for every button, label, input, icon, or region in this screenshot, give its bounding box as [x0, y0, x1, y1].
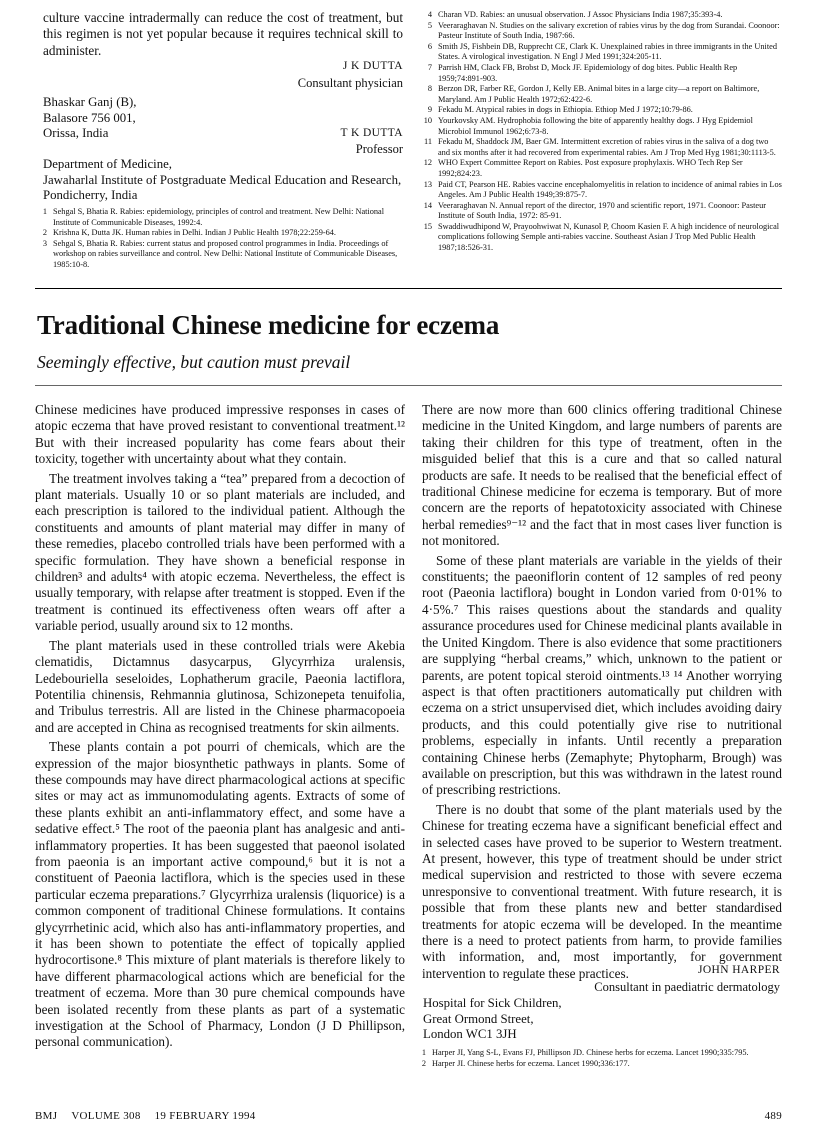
reference-item: 1 Sehgal S, Bhatia R. Rabies: epidemiology, principles of control and treatment. New Delhi: National Institute of Communicable Diseases, 1992:4. [42, 207, 385, 227]
reference-item: 3 Sehgal S, Bhatia R. Rabies: current status and proposed control programmes in India. Proceedings of workshop on rabies surveillance and control. New Delhi: National Institute of Communicable Diseases, 1985:10-8. [42, 238, 398, 269]
heading-divider [35, 385, 782, 386]
article-title: Traditional Chinese medicine for eczema [37, 310, 500, 340]
letter-continuation [43, 10, 403, 59]
paragraph: There are now more than 600 clinics offering traditional Chinese medicine in the United Kingdom, and large numbers of parents are taking their children for this type of treatment, often in the misguided belief that this is a cure and that so called natural products are safe. It needs to be realised that the beneficial effect of traditional Chinese medicine for eczema is temporary. But of more concern are the reports of hepatotoxicity associated with Chinese herbal remedies⁹⁻¹² and the fact that in most cases liver function is not monitored. [422, 402, 782, 549]
reference-item: 4 Charan VD. Rabies: an unusual observation. J Assoc Physicians India 1987;35:393-4. [427, 10, 723, 19]
article-right-column [422, 402, 782, 982]
reference-item: 2 Harper JI. Chinese herbs for eczema. Lancet 1990;336:177. [421, 1058, 630, 1068]
reference-item: 15 Swaddiwudhipond W, Prayoohwiwat N, Kunasol P, Choom Kasien F. A high incidence of neurological complications following Semple anti-rabies vaccine. Southeast Asian J Trop Med Public Health 1987;18:526-31. [423, 221, 780, 253]
letter-author-1: J K DUTTA [342, 60, 403, 72]
reference-item: 5 Veeraraghavan N. Studies on the salivary excretion of rabies virus by the dog from Surandai. Coonoor: Pasteur Institute of South India, 1987:66. [427, 20, 780, 41]
article-author: JOHN HARPER [697, 964, 780, 976]
reference-item: 13 Paid CT, Pearson HE. Rabies vaccine encephalomyelitis in relation to incidence of animal rabies in Los Angeles. Am J Public Health 1949;39:875-7. [423, 179, 782, 200]
journal-volume: VOLUME 308 [71, 1110, 141, 1122]
letter-references-right [420, 10, 782, 254]
article-author-title: Consultant in paediatric dermatology [594, 980, 780, 994]
letter-address-2: Department of Medicine, Jawaharlal Institute of Postgraduate Medical Education and Research, Pondicherry, India [43, 157, 402, 202]
article-subtitle: Seemingly effective, but caution must prevail [37, 352, 351, 372]
reference-item: 12 WHO Expert Committee Report on Rabies. Post exposure prophylaxis. WHO Tech Rep Ser 1992;824:23. [423, 158, 743, 178]
reference-item: 9 Fekadu M. Atypical rabies in dogs in Ethiopia. Ethiop Med J 1972;10:79-86. [427, 105, 693, 115]
reference-item: 2 Krishna K, Dutta JK. Human rabies in Delhi. Indian J Public Health 1978;22:259-64. [42, 228, 336, 238]
paragraph: Some of these plant materials are variable in the yields of their constituents; the paeoniflorin content of 12 samples of red peony root (Paeonia lactiflora) bought in London varied from 0·01% to 4·5%.⁷ This raises questions about the standards and quality assurance procedures used for Chinese medicinal plants available in the United Kingdom. There is also evidence that some practitioners are supplying “herbal creams,” which, unknown to the patient or parents, are potent topical steroid ointments.¹³ ¹⁴ Another worrying aspect is that often practitioners automatically put children with eczema on a strict unsupervised diet, which includes avoiding dairy products, and this could potentially give rise to nutritional problems, especially in infants. Until recently a preparation containing Chinese herbs (Zemaphyte; Phytopharm, Brough) was available on prescription, but this was withdrawn in the latest round of prescribing restrictions. [422, 552, 782, 798]
paragraph: The plant materials used in these controlled trials were Akebia clematidis, Dictamnus dasycarpus, Glycyrrhiza uralensis, Ledebouriella seseloides, Lophatherum gracile, Paeonia lactiflora, Potentilia chinensis, Rehmannia glutinosa, Schizonepeta tenuifolia, and Tribulus terrestris. All are listed in the Chinese pharmacopoeia and are accepted in China as recognised treatments for skin ailments. [35, 637, 405, 735]
paragraph: The treatment involves taking a “tea” prepared from a decoction of plant materials. Usually 10 or so plant materials are included, and each prescription is tailored to the individual patient. Although the constituents and amounts of plant material may differ in many of these remedies, placebo controlled trials have been performed with a specific formulation. They have shown a beneficial response in children³ and adults⁴ with atopic eczema. Nevertheless, the effect is usually temporary, with relapse after treatment is stopped. Even if the treatment is continued its effectiveness often wears off after a variable period, usually around six to 12 months. [35, 470, 405, 634]
issue-date: 19 FEBRUARY 1994 [154, 1110, 256, 1122]
letter-references-left [35, 207, 405, 271]
letter-author-2: T K DUTTA [340, 127, 403, 139]
article-left-column [35, 402, 405, 1051]
reference-item: 11 Fekadu M, Shaddock JM, Baer GM. Intermittent excretion of rabies virus in the saliva of a dog two and six months after it had recovered from experimental rabies. Am J Trop Med Hyg 1981;30:1113-5. [424, 137, 776, 157]
journal-name: BMJ [35, 1110, 58, 1122]
article-references [414, 1048, 782, 1069]
letter-text: culture vaccine intradermally can reduce the cost of treatment, but this regimen is not yet popular because it requires technical skill to administer. [43, 10, 403, 58]
reference-item: 10 Yourkovsky AM. Hydrophobia following the bite of apparently healthy dogs. J Hyg Epidemiol Microbiol Immunol 1962;6:73-8. [423, 115, 753, 136]
reference-item: 7 Parrish HM, Clack FB, Brobst D, Mock JF. Epidemiology of dog bites. Public Health Rep 1959;74:891-903. [427, 62, 738, 83]
reference-item: 8 Berzon DR, Farber RE, Gordon J, Kelly EB. Animal bites in a large city—a report on Baltimore, Maryland. Am J Public Health 1972;62:422-6. [427, 84, 760, 104]
section-divider [35, 288, 782, 289]
paragraph: There is no doubt that some of the plant materials used by the Chinese for treating eczema have a significant beneficial effect and in selected cases have proved to be superior to Western treatment. At present, however, this type of treatment should be under strict medical supervision and restricted to those with severe eczema unresponsive to conventional treatment. With future research, it is possible that from these plants new and better standardised treatments for atopic eczema will be developed. In the meantime there is a need to protect patients from harm, to provide families with information, and, most importantly, for government intervention to regulate these practices. [422, 801, 782, 981]
paragraph: Chinese medicines have produced impressive responses in cases of atopic eczema that have proved resistant to conventional treatment.¹² But with their increased popularity has come fears about their toxicity, together with uncertainty about what they contain. [35, 402, 405, 467]
page-footer [35, 1110, 270, 1122]
reference-item: 1 Harper JI, Yang S-L, Evans FJ, Phillipson JD. Chinese herbs for eczema. Lancet 1990;335:795. [421, 1048, 749, 1057]
letter-author-1-title: Consultant physician [297, 76, 403, 90]
reference-item: 14 Veeraraghavan N. Annual report of the director, 1970 and scientific report, 1971. Coonoor: Pasteur Institute of South India, 1972: 85-91. [423, 200, 766, 221]
letter-address-1: Bhaskar Ganj (B), Balasore 756 001, Orissa, India [43, 95, 137, 140]
page-number: 489 [764, 1110, 782, 1122]
reference-item: 6 Smith JS, Fishbein DB, Rupprecht CE, Clark K. Unexplained rabies in three immigrants in the United States. A virological investigation. N Engl J Med 1991;324:205-11. [427, 41, 777, 62]
letter-author-2-title: Professor [355, 142, 403, 156]
article-address: Hospital for Sick Children, Great Ormond Street, London WC1 3JH [423, 996, 562, 1041]
paragraph: These plants contain a pot pourri of chemicals, which are the expression of the major biosynthetic pathways in plants. Some of these compounds may have direct pharmacological actions at specific sites or may act as immunomodulating agents. Extracts of some of these plants exhibit an anti-inflammatory effect, and some have a sedative effect.⁵ The root of the paeonia plant has analgesic and anti-inflammatory properties. It has been suggested that paeonol isolated from paeonia is an important active compound,⁶ but it is not a constituent of Paeonia lactiflora, which is the species used in these particular eczema preparations.⁷ Glycyrrhiza uralensis (liquorice) is a common component of traditional Chinese formulations. It contains glycyrrhetinic acid, which also has anti-inflammatory properties, and it has been shown to potentiate the effect of topically applied hydrocortisone.⁸ This mixture of plant materials is therefore likely to have different pharmacological actions which are beneficial for the treatment of eczema. More than 30 pure chemical compounds have been isolated recently from these plants as part of a systematic investigation at the School of Pharmacy, London (J D Phillipson, personal communication). [35, 739, 405, 1050]
